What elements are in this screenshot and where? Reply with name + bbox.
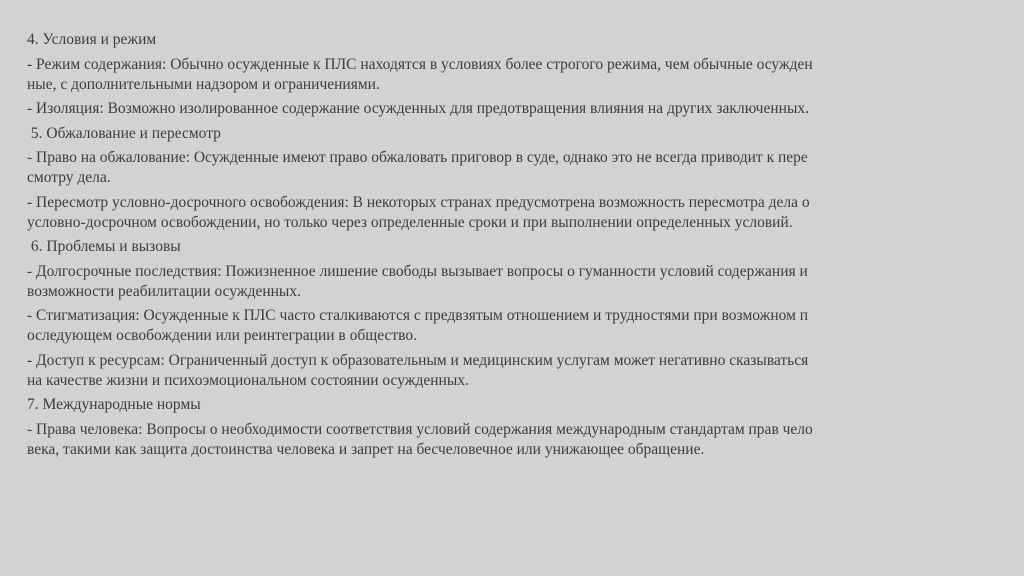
- heading-appeal: [27, 124, 999, 144]
- text-line: - Долгосрочные последствия: Пожизненное лишение свободы вызывает вопросы о гуманности условий содержания и: [27, 262, 808, 280]
- text-line: смотру дела.: [27, 169, 111, 186]
- text-line: на качестве жизни и психоэмоциональном состоянии осужденных.: [27, 371, 469, 389]
- text-line: возможности реабилитации осужденных.: [27, 282, 301, 300]
- paragraph-resource-access: [27, 351, 999, 391]
- text-line: ные, с дополнительными надзором и ограничениями.: [27, 75, 380, 93]
- text-line: 6. Проблемы и вызовы: [27, 238, 181, 255]
- paragraph-parole-review: [27, 193, 999, 233]
- slide-text-body: [27, 30, 999, 464]
- text-line: 5. Обжалование и пересмотр: [27, 124, 221, 142]
- text-line: - Права человека: Вопросы о необходимости соответствия условий содержания международным стандартам прав чело: [27, 420, 813, 438]
- text-line: - Доступ к ресурсам: Ограниченный доступ к образовательным и медицинским услугам может негативно сказываться: [27, 351, 809, 369]
- text-line: - Стигматизация: Осужденные к ПЛС часто сталкиваются с предвзятым отношением и трудностями при возможном п: [27, 307, 809, 324]
- paragraph-stigmatization: [27, 306, 999, 346]
- text-line: - Пересмотр условно-досрочного освобождения: В некоторых странах предусмотрена возможность пересмотра дела о: [27, 193, 810, 211]
- text-line: ослед​ующем освобождении или реинтеграции в общество.: [27, 327, 417, 344]
- text-line: - Изоляция: Возможно изолированное содержание осужденных для предотвращения влияния на других заключенных.: [27, 100, 809, 117]
- text-line: - Режим содержания: Обычно осужденные к ПЛС находятся в условиях более строгого режима, чем обычные осужден: [27, 55, 813, 73]
- text-line: 4. Условия и режим: [27, 31, 157, 48]
- text-line: - Право на обжалование: Осужденные имеют право обжаловать приговор в суде, однако это не всегда приводит к пере: [27, 149, 808, 166]
- text-line: 7. Международные нормы: [27, 396, 201, 413]
- text-line: века, такими как защита достоинства человека и запрет на бесчеловечное или унижающее обращение.: [27, 440, 705, 458]
- paragraph-human-rights: [27, 420, 999, 460]
- paragraph-right-to-appeal: [27, 148, 999, 188]
- heading-international-norms: [27, 395, 999, 415]
- text-line: условно-досрочном освобождении, но только через определенные сроки и при выполнении определенных условий.: [27, 213, 793, 231]
- paragraph-long-term-effects: [27, 262, 999, 302]
- heading-problems: [27, 237, 999, 257]
- heading-conditions: [27, 30, 999, 50]
- paragraph-regime: [27, 55, 999, 95]
- paragraph-isolation: [27, 99, 999, 119]
